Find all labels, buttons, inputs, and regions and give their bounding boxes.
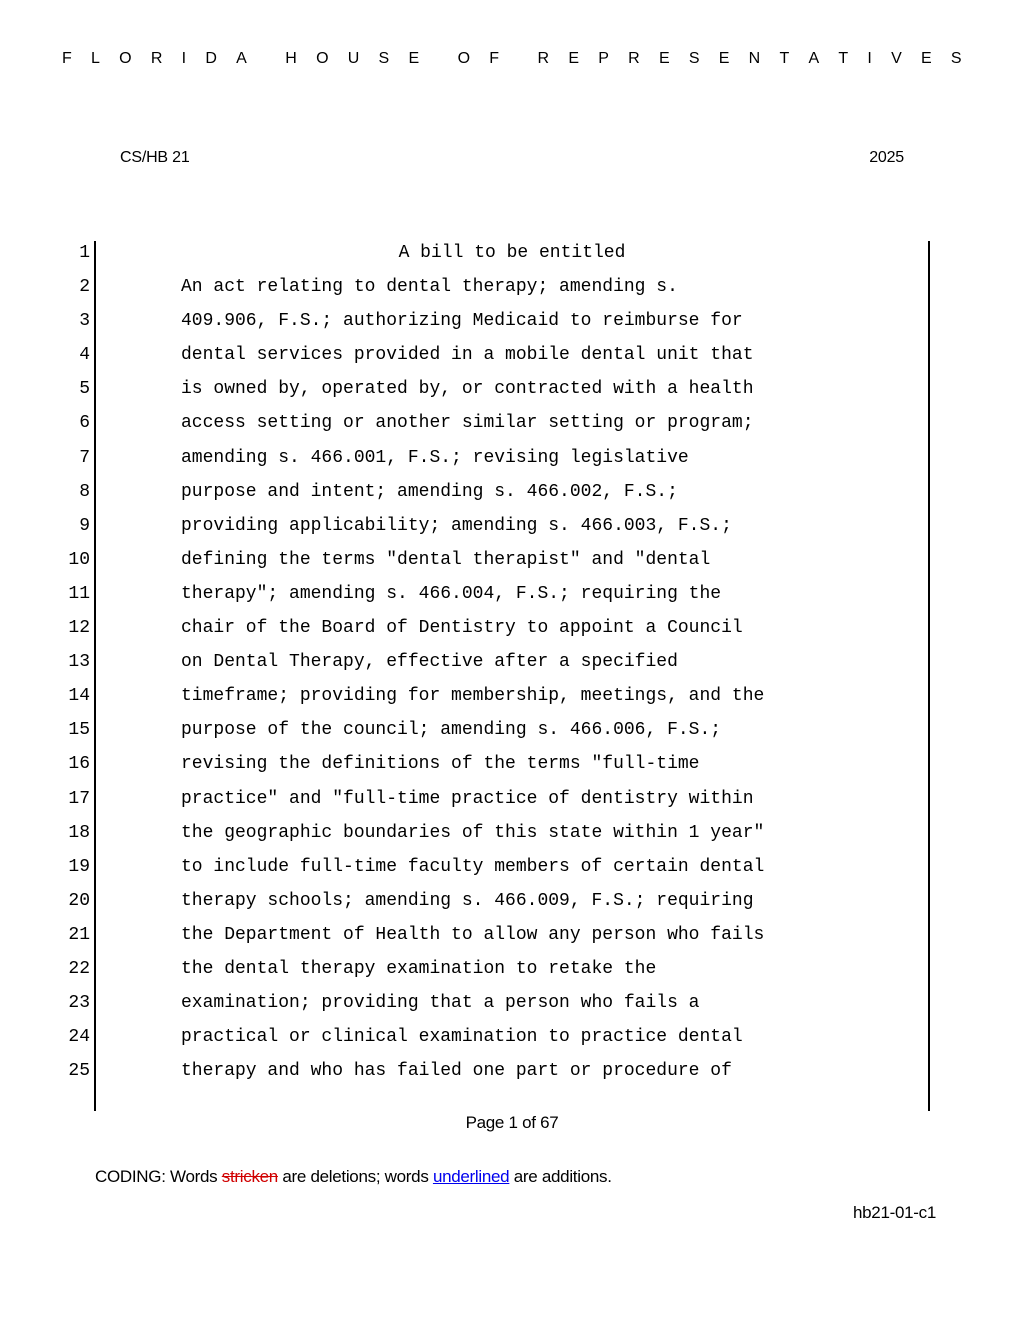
banner-letter: R [150, 50, 163, 67]
bill-line [0, 716, 1024, 750]
banner-letter: O [119, 50, 132, 67]
bill-line [0, 512, 1024, 546]
line-number: 18 [68, 822, 90, 843]
banner-letter: S [950, 50, 962, 67]
bill-title: A bill to be entitled [398, 243, 626, 263]
line-number: 12 [68, 618, 90, 639]
line-text: therapy"; amending s. 466.004, F.S.; requiring the [181, 583, 722, 604]
bill-line [0, 444, 1024, 478]
line-number: 2 [79, 277, 90, 298]
banner-letter: O [457, 50, 471, 67]
bill-line [0, 853, 1024, 887]
bill-line [0, 478, 1024, 512]
bill-line [0, 273, 1024, 307]
line-number: 10 [68, 549, 90, 570]
bill-line [0, 750, 1024, 784]
line-text: the geographic boundaries of this state within 1 year" [181, 822, 765, 843]
line-number: 22 [68, 958, 90, 979]
page-number: Page 1 of 67 [465, 1113, 559, 1132]
line-number: 13 [68, 652, 90, 673]
bill-line [0, 307, 1024, 341]
coding-legend [95, 1167, 612, 1187]
line-text: practical or clinical examination to practice dental [181, 1027, 743, 1048]
line-number: 19 [68, 856, 90, 877]
line-number: 1 [79, 243, 90, 263]
bill-text [0, 239, 1024, 1091]
line-text: to include full-time faculty members of certain dental [181, 856, 765, 877]
coding-prefix: CODING: Words [95, 1167, 222, 1186]
banner-letter: T [779, 50, 790, 67]
banner-letter: E [920, 50, 932, 67]
line-text: examination; providing that a person who fails a [181, 993, 700, 1014]
banner-letter: R [537, 50, 550, 67]
bill-line [0, 1057, 1024, 1091]
banner-letter: F [62, 50, 72, 67]
line-text: the dental therapy examination to retake the [181, 958, 657, 979]
line-text: therapy schools; amending s. 466.009, F.S.; requiring [181, 890, 754, 911]
bill-id: CS/HB 21 [120, 149, 190, 166]
line-number: 4 [79, 345, 90, 366]
line-text: purpose and intent; amending s. 466.002, F.S.; [181, 481, 678, 502]
bill-line [0, 921, 1024, 955]
line-number: 5 [79, 379, 90, 400]
line-text: revising the definitions of the terms "full-time [181, 754, 700, 775]
banner-letter: F [489, 50, 500, 67]
line-text: 409.906, F.S.; authorizing Medicaid to reimburse for [181, 311, 743, 332]
line-number: 11 [68, 583, 90, 604]
bill-line [0, 341, 1024, 375]
banner-letter: E [408, 50, 420, 67]
coding-added-sample: underlined [432, 1167, 510, 1186]
bill-line [0, 614, 1024, 648]
banner-letter: U [347, 50, 360, 67]
line-number: 23 [68, 993, 90, 1014]
banner-letter: L [91, 50, 100, 67]
line-number: 14 [68, 686, 90, 707]
banner-letter: E [718, 50, 730, 67]
banner-letter: S [378, 50, 390, 67]
bill-line [0, 887, 1024, 921]
line-text: timeframe; providing for membership, meetings, and the [181, 686, 765, 707]
line-number: 3 [79, 311, 90, 332]
line-number: 7 [79, 447, 90, 468]
line-text: on Dental Therapy, effective after a specified [181, 652, 678, 673]
line-text: defining the terms "dental therapist" and "dental [181, 549, 711, 570]
line-text: providing applicability; amending s. 466.003, F.S.; [181, 515, 732, 536]
banner-letter: V [891, 50, 902, 67]
line-text: dental services provided in a mobile dental unit that [181, 345, 754, 366]
banner-letter: A [236, 50, 247, 67]
coding-suffix: are additions. [509, 1167, 612, 1186]
banner-letter: D [205, 50, 217, 67]
bill-year: 2025 [869, 149, 904, 166]
coding-deleted-sample: stricken [221, 1167, 278, 1186]
line-number: 21 [68, 924, 90, 945]
line-number: 25 [68, 1061, 90, 1082]
bill-line [0, 819, 1024, 853]
banner-letter: O [316, 50, 329, 67]
line-text: therapy and who has failed one part or procedure of [181, 1061, 732, 1082]
line-text: purpose of the council; amending s. 466.006, F.S.; [181, 720, 722, 741]
banner-letter: E [658, 50, 670, 67]
banner-letter: I [181, 50, 187, 67]
line-text: the Department of Health to allow any person who fails [181, 924, 765, 945]
line-number: 9 [79, 515, 90, 536]
line-number: 24 [68, 1027, 90, 1048]
line-number: 15 [68, 720, 90, 741]
line-text: practice" and "full-time practice of dentistry within [181, 788, 754, 809]
line-text: access setting or another similar setting or program; [181, 413, 754, 434]
line-number: 17 [68, 788, 90, 809]
banner-letter: S [688, 50, 700, 67]
bill-line [0, 785, 1024, 819]
banner-letter: P [598, 50, 609, 67]
banner-letter: R [628, 50, 640, 67]
line-number: 16 [68, 754, 90, 775]
line-text: chair of the Board of Dentistry to appoint a Council [181, 618, 743, 639]
bill-line [0, 375, 1024, 409]
bill-line [0, 955, 1024, 989]
document-code: hb21-01-c1 [852, 1203, 936, 1222]
bill-line [0, 409, 1024, 443]
banner-letter: H [285, 50, 297, 67]
bill-line [0, 239, 1024, 273]
line-number: 8 [79, 481, 90, 502]
bill-line [0, 546, 1024, 580]
bill-line [0, 648, 1024, 682]
bill-line [0, 989, 1024, 1023]
bill-line [0, 682, 1024, 716]
coding-middle: are deletions; words [277, 1167, 433, 1186]
banner-letter: E [568, 50, 579, 67]
line-text: amending s. 466.001, F.S.; revising legislative [181, 447, 689, 468]
line-text: An act relating to dental therapy; amending s. [181, 277, 678, 298]
bill-line [0, 580, 1024, 614]
banner-letter: N [748, 50, 761, 67]
bill-line [0, 1023, 1024, 1057]
chamber-banner [0, 50, 1024, 68]
banner-letter: A [808, 50, 820, 67]
banner-letter: T [838, 50, 849, 67]
line-number: 20 [68, 890, 90, 911]
line-text: is owned by, operated by, or contracted with a health [181, 379, 754, 400]
line-number: 6 [79, 413, 90, 434]
banner-letter: I [867, 50, 872, 67]
